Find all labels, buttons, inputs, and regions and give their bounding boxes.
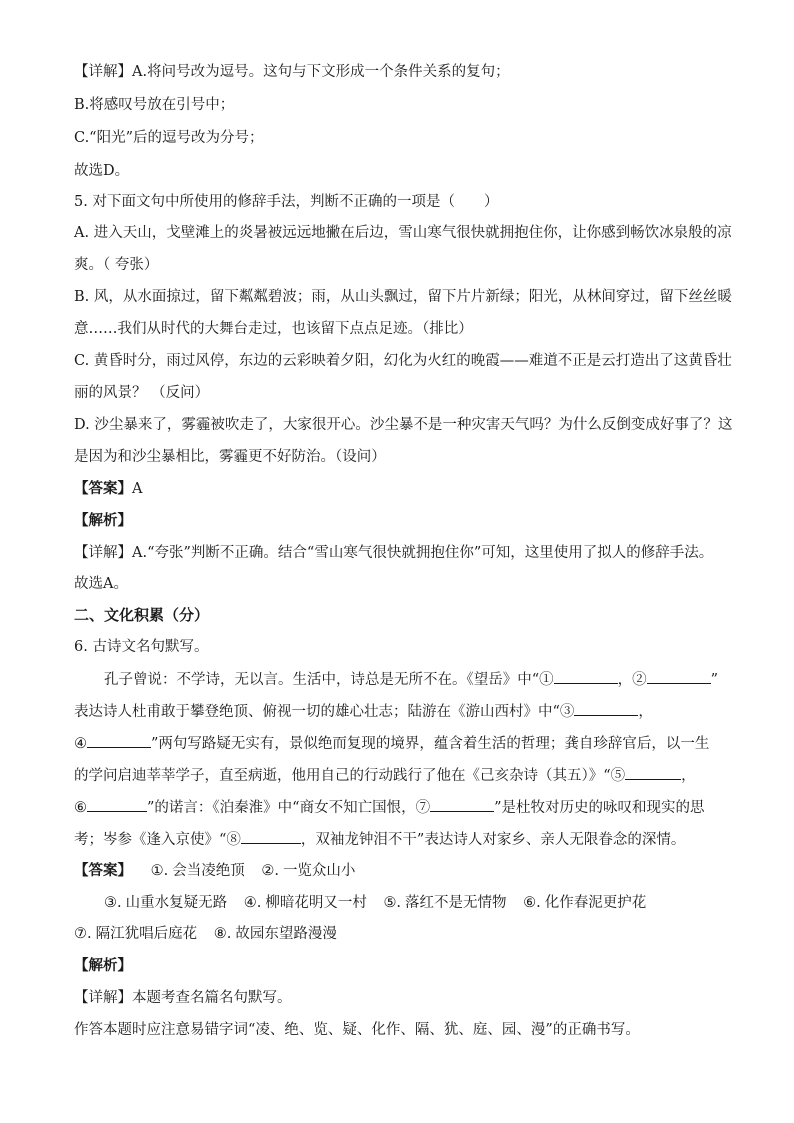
passage-text: ，	[681, 768, 696, 784]
answer-items	[151, 861, 368, 881]
passage-text: 考；岑参《逢入京使》“⑧	[74, 832, 241, 848]
answer-item: ④. 柳暗花明又一村	[243, 895, 367, 911]
question-5: 5. 对下面文句中所使用的修辞手法，判断不正确的一项是（ ）	[74, 194, 499, 210]
blank-5	[625, 765, 681, 780]
passage-line	[74, 733, 709, 754]
passage-text: ”两句写路疑无实有，景似绝而复现的境界，蕴含着生活的哲理；龚自珍辞官后，以一生	[151, 736, 710, 752]
answer-tag: 【答案】	[74, 862, 132, 879]
option-a-cont: 爽。（ 夸张）	[74, 257, 159, 273]
passage-text: ”是杜牧对历史的咏叹和现实的思	[494, 800, 705, 816]
passage-text: 孔子曾说：不学诗，无以言。生活中，诗总是无所不在。《望岳》中“①	[104, 672, 554, 688]
option-c-cont: 丽的风景？ （反问）	[74, 385, 210, 401]
detail-line: 【详解】A.“夸张”判断不正确。结合“雪山寒气很快就拥抱住你”可知，这里使用了拟人的修辞手法。	[74, 545, 714, 561]
answer-items	[104, 893, 658, 913]
passage-line	[74, 797, 705, 818]
note-line: 作答本题时应注意易错字词“凌、绝、览、疑、化作、隔、犹、庭、园、漫”的正确书写。	[74, 1022, 640, 1038]
passage-text: ”	[710, 672, 719, 688]
passage-text: ，②	[617, 672, 647, 688]
answer-line	[74, 479, 142, 499]
passage-line	[74, 829, 685, 850]
section-heading: 二、文化积累（分）	[74, 606, 210, 624]
option-d-cont: 是因为和沙尘暴相比，雾霾更不好防治。（设问）	[74, 449, 386, 465]
blank-8	[241, 829, 301, 844]
blank-3	[574, 701, 638, 716]
answer-line-3	[74, 924, 349, 944]
choice-line: 故选D。	[74, 163, 130, 179]
passage-text: 的学问启迪莘莘学子，直至病逝，他用自己的行动践行了他在《己亥杂诗（其五）》“⑤	[74, 768, 626, 784]
answer-item: ⑧. 故园东望路漫漫	[213, 926, 337, 942]
answer-item: ⑦. 隔江犹唱后庭花	[74, 926, 198, 942]
choice-line: 故选A。	[74, 576, 128, 592]
analysis-tag: 【解析】	[74, 957, 132, 974]
option-b-cont: 意……我们从时代的大舞台走过，也该留下点点足迹。（排比）	[74, 321, 473, 337]
explanation-line: B.将感叹号放在引号中；	[74, 97, 235, 113]
passage-text: ⑥	[74, 800, 87, 816]
answer-tag: 【答案】	[74, 480, 132, 497]
passage-text: ④	[74, 736, 87, 752]
answer-item: ⑥. 化作春泥更护花	[523, 895, 647, 911]
option-c: C. 黄昏时分，雨过风停，东边的云彩映着夕阳，幻化为火红的晚霞——难道不正是云打造出了这黄昏壮	[74, 353, 732, 369]
explanation-line: C.“阳光”后的逗号改为分号；	[74, 130, 264, 146]
blank-2	[647, 669, 711, 684]
passage-text: ，双袖龙钟泪不干”表达诗人对家乡、亲人无限眷念的深情。	[300, 832, 686, 848]
analysis-tag: 【解析】	[74, 512, 132, 529]
option-b: B. 风，从水面掠过，留下粼粼碧波；雨，从山头飘过，留下片片新绿；阳光，从林间穿过，留下丝丝暖	[74, 289, 732, 305]
blank-6	[87, 797, 147, 812]
answer-line-1	[74, 861, 367, 881]
option-d: D. 沙尘暴来了，雾霾被吹走了，大家很开心。沙尘暴不是一种灾害天气吗？为什么反倒变成好事了？这	[74, 417, 733, 433]
option-a: A. 进入天山，戈壁滩上的炎暑被远远地撇在后边，雪山寒气很快就拥抱住你，让你感到畅饮冰泉般的凉	[74, 225, 732, 241]
answer-line-2	[104, 893, 658, 913]
question-6: 6. 古诗文名句默写。	[74, 639, 209, 655]
passage-line	[74, 765, 696, 786]
blank-4	[87, 733, 151, 748]
answer-item: ①. 会当凌绝顶	[150, 863, 245, 879]
answer-item: ⑤. 落红不是无情物	[383, 895, 507, 911]
passage-text: ，	[638, 704, 653, 720]
blank-1	[554, 669, 618, 684]
detail-line: 【详解】本题考查名篇名句默写。	[74, 990, 292, 1006]
answer-item: ③. 山重水复疑无路	[104, 895, 228, 911]
passage-line	[74, 669, 718, 690]
answer-value: A	[132, 481, 143, 497]
passage-line	[74, 701, 653, 722]
passage-text: 表达诗人杜甫敢于攀登绝顶、俯视一切的雄心壮志；陆游在《游山西村》中“③	[74, 704, 575, 720]
answer-items	[74, 924, 349, 944]
passage-text: ”的诺言：《泊秦淮》中“商女不知亡国恨，⑦	[147, 800, 431, 816]
answer-item: ②. 一览众山小	[261, 863, 356, 879]
blank-7	[430, 797, 494, 812]
explanation-line: 【详解】A.将问号改为逗号。这句与下文形成一个条件关系的复句；	[74, 64, 510, 80]
